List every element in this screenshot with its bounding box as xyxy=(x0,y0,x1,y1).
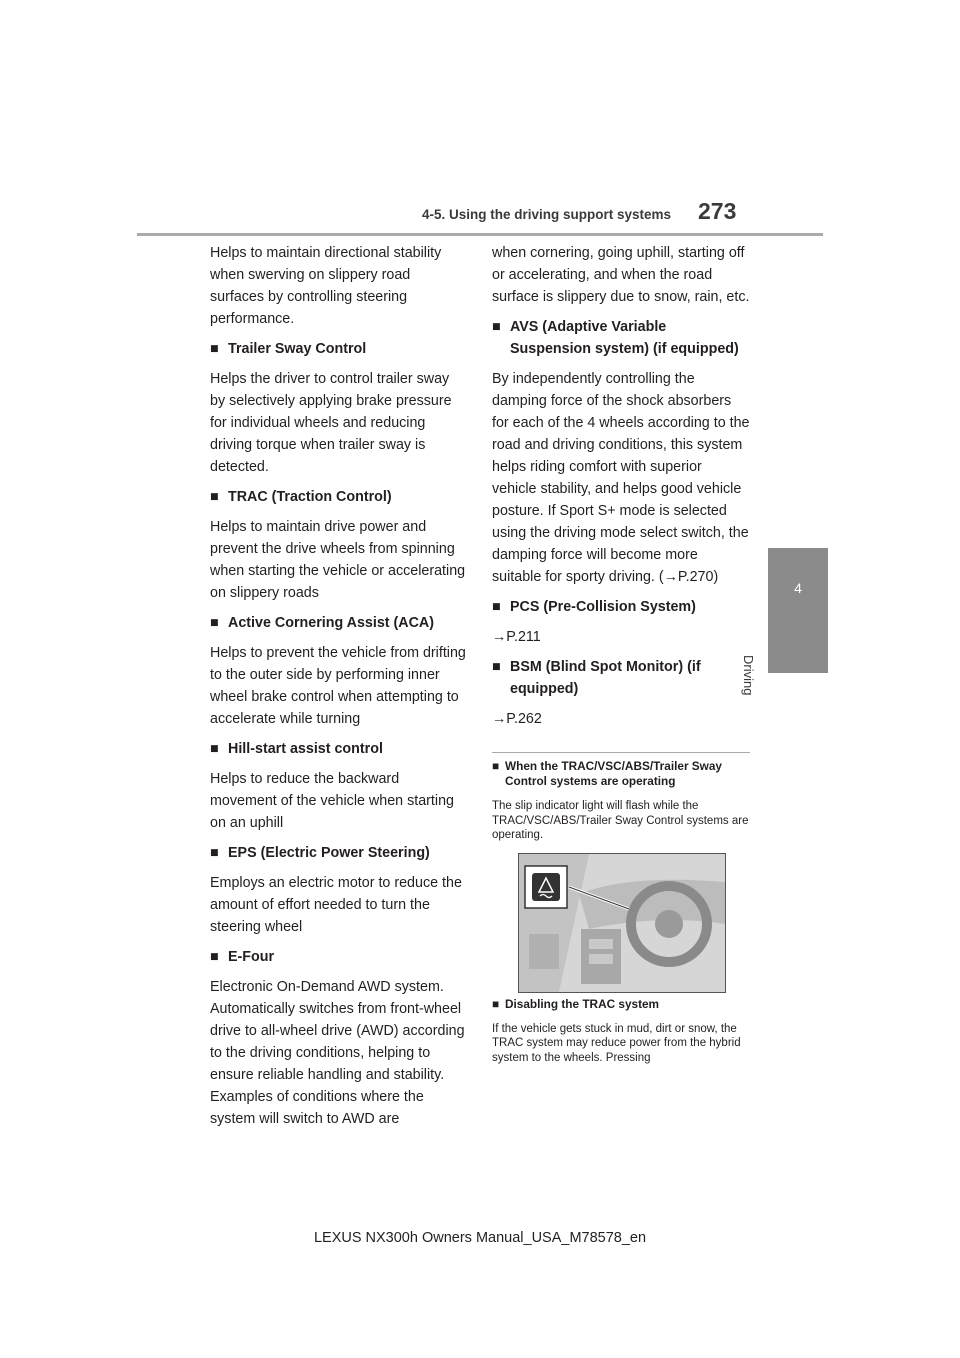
section-marker-icon: ■ xyxy=(210,741,219,757)
section-body: Helps to prevent the vehicle from drifting to the outer side by performing inner wheel brake control when attempting to accelerate while turning xyxy=(210,645,466,727)
section-heading xyxy=(492,596,750,618)
section-marker-icon: ■ xyxy=(492,759,500,773)
note-heading xyxy=(492,759,750,789)
section-heading-text: BSM (Blind Spot Monitor) (if equipped) xyxy=(510,659,701,697)
section-marker-icon: ■ xyxy=(210,949,219,965)
section-marker-icon: ■ xyxy=(210,845,219,861)
section-heading xyxy=(210,946,468,968)
section-body: Electronic On-Demand AWD system. Automatically switches from front-wheel drive to all-wheel drive (AWD) according to the driving conditions, helping to ensure reliable handling and stability. Examples of conditions where the system will switch to AWD are xyxy=(210,979,465,1127)
section-heading xyxy=(210,738,468,760)
header-divider xyxy=(137,233,823,236)
page-reference-link[interactable]: →P.262 xyxy=(492,711,542,727)
section-body: By independently controlling the damping force of the shock absorbers for each of the 4 wheels according to the road and driving conditions, this system helps riding comfort with superior vehicle stability, and helps good vehicle posture. If Sport S+ mode is selected using the driving mode select switch, the damping force will become more suitable for sporty driving. (→P.270) xyxy=(492,371,750,585)
note-heading-text: When the TRAC/VSC/ABS/Trailer Sway Control systems are operating xyxy=(505,759,722,788)
continuation-paragraph: when cornering, going uphill, starting off or accelerating, and when the road surface is slippery due to snow, rain, etc. xyxy=(492,245,750,305)
page-reference-link[interactable]: →P.211 xyxy=(492,629,541,645)
section-heading-text: Hill-start assist control xyxy=(228,741,383,757)
cockpit-illustration xyxy=(519,854,725,992)
section-heading-text: Active Cornering Assist (ACA) xyxy=(228,615,435,631)
left-column xyxy=(210,242,468,1138)
notes-divider xyxy=(492,752,750,753)
section-body: Helps the driver to control trailer sway by selectively applying brake pressure for individual wheels and reducing driving torque when trailer sway is detected. xyxy=(210,371,452,475)
chapter-tab xyxy=(768,548,828,673)
section-body: Employs an electric motor to reduce the amount of effort needed to turn the steering wheel xyxy=(210,875,462,935)
section-marker-icon: ■ xyxy=(492,319,501,335)
section-body: Helps to reduce the backward movement of the vehicle when starting on an uphill xyxy=(210,771,454,831)
note-body: The slip indicator light will flash while the TRAC/VSC/ABS/Trailer Sway Control systems are operating. xyxy=(492,800,749,841)
section-marker-icon: ■ xyxy=(210,615,219,631)
note-heading-text: Disabling the TRAC system xyxy=(505,996,660,1011)
dashboard-illustration xyxy=(518,853,726,993)
note-heading xyxy=(492,997,750,1012)
section-header-title: 4-5. Using the driving support systems xyxy=(422,207,672,222)
section-heading xyxy=(492,316,750,360)
section-heading xyxy=(210,842,468,864)
section-heading-text: AVS (Adaptive Variable Suspension system) (if equipped) xyxy=(510,319,739,357)
chapter-tab-number: 4 xyxy=(794,580,802,596)
section-heading-text: E-Four xyxy=(228,949,275,965)
section-heading-text: TRAC (Traction Control) xyxy=(228,489,392,505)
section-heading-text: Trailer Sway Control xyxy=(228,341,367,357)
section-heading xyxy=(210,338,468,360)
section-heading-text: EPS (Electric Power Steering) xyxy=(228,845,430,861)
section-marker-icon: ■ xyxy=(492,599,501,615)
chapter-tab-label: Driving xyxy=(741,655,756,696)
section-heading xyxy=(210,612,468,634)
section-body: Helps to maintain drive power and prevent the drive wheels from spinning when starting the vehicle or accelerating on slippery roads xyxy=(210,519,466,601)
right-column xyxy=(492,242,750,1075)
section-heading-text: PCS (Pre-Collision System) xyxy=(510,599,696,615)
note-body: If the vehicle gets stuck in mud, dirt or snow, the TRAC system may reduce power from the hybrid system to the wheels. Pressing xyxy=(492,1022,741,1064)
section-heading xyxy=(492,656,750,700)
section-marker-icon: ■ xyxy=(210,489,219,505)
section-heading xyxy=(210,486,468,508)
page-number: 273 xyxy=(698,198,737,224)
section-marker-icon: ■ xyxy=(492,996,500,1011)
intro-paragraph: Helps to maintain directional stability when swerving on slippery road surfaces by controlling steering performance. xyxy=(210,245,442,327)
section-marker-icon: ■ xyxy=(492,659,501,675)
page-footer: LEXUS NX300h Owners Manual_USA_M78578_en xyxy=(313,1230,647,1246)
section-marker-icon: ■ xyxy=(210,341,219,357)
